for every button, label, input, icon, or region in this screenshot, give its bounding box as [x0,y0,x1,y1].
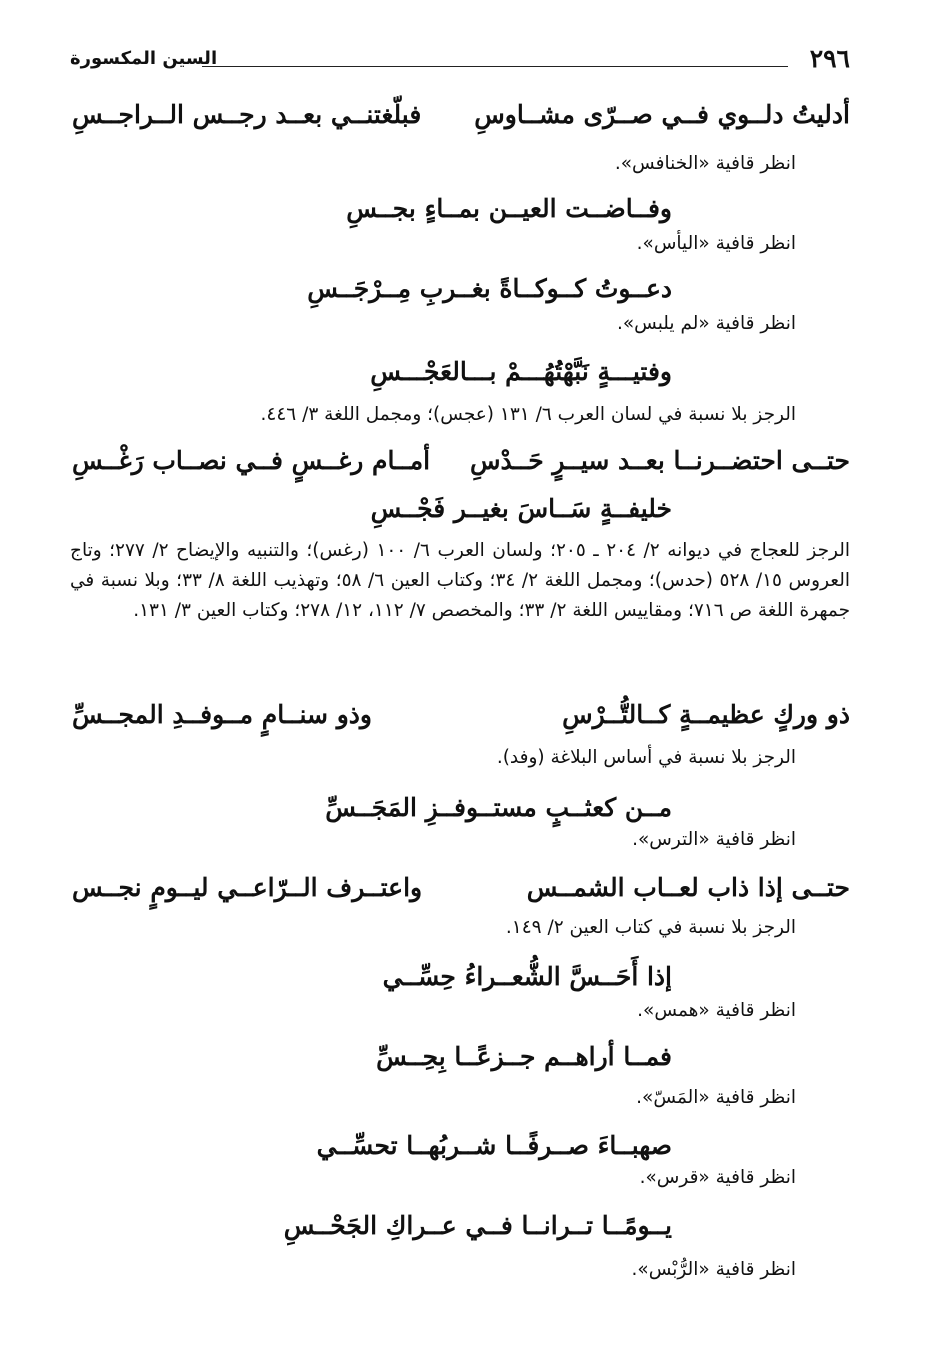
verse-line [72,446,850,475]
verse-line [72,873,850,902]
reference-note: انظر قافية «الترس». [632,829,796,850]
reference-note: الرجز بلا نسبة في كتاب العين ٢/ ١٤٩. [505,917,796,938]
reference-note: انظر قافية «المَسّ». [636,1087,796,1108]
hemistich-line: مــن كعثــبٍ مستــوفــزِ المَجَــسِّ [325,793,672,822]
hemistich-line: وفــاضــت العيــن بمــاءٍ بجــسِ [346,194,672,223]
page-number: ٢٩٦ [809,44,850,73]
reference-note: انظر قافية «لم يلبس». [616,313,796,334]
reference-note: انظر قافية «الرُّبْس». [631,1259,796,1280]
verse-second-hemistich: وذو سنــامٍ مــوفــدِ المجــسِّ [72,700,372,729]
hemistich-line: خليفــةٍ سَــاسَ بغيــر فَجْــسِ [370,494,672,523]
page-header [70,44,850,84]
verse-first-hemistich: حتــى احتضــرنــا بعــد سيــرٍ حَــدْسِ [469,446,850,475]
hemistich-line: إذا أَحَــسَّ الشُّعــراءُ حِسِّــي [382,962,672,991]
verse-line [72,700,850,729]
chapter-title: السين المكسورة [70,48,218,69]
verse-second-hemistich: أمــام رغــسٍ فــي نصــاب رَغْــسِ [72,446,431,475]
verse-first-hemistich: ذو وركٍ عظيمــةٍ كــالتُّــرْسِ [562,700,850,729]
verse-line [72,100,850,129]
reference-note: انظر قافية «همس». [637,1000,796,1021]
header-rule [202,66,788,67]
reference-note: الرجز بلا نسبة في لسان العرب ٦/ ١٣١ (عجس)؛ ومجمل اللغة ٣/ ٤٤٦. [260,404,796,425]
reference-note: الرجز بلا نسبة في أساس البلاغة (وفد). [496,747,796,768]
hemistich-line: فمــا أراهــم جــزعًــا بِحِــسِّ [376,1042,672,1071]
hemistich-line: صهبــاءَ صــرفًــا شــربُهــا تحسِّــي [316,1131,672,1160]
hemistich-line: دعــوتُ كــوكــاةً بغــربِ مِــرْجَــسِ [307,274,672,303]
reference-note: انظر قافية «اليأس». [636,233,796,254]
verse-first-hemistich: حتــى إذا ذاب لعــاب الشمــس [526,873,850,902]
hemistich-line: وفتيـــةٍ نَبَّهْتُهُـــمْ بـــالعَجْـــسِ [370,357,672,386]
verse-first-hemistich: أدليتُ دلــوي فــي صــرّى مشــاوسِ [474,100,850,129]
verse-second-hemistich: فبلّغتنــي بعــد رجــس الــراجــسِ [72,100,422,129]
reference-note: انظر قافية «الخنافس». [614,153,796,174]
reference-note: انظر قافية «قرس». [639,1167,796,1188]
citation-paragraph: الرجز للعجاج في ديوانه ٢/ ٢٠٤ ـ ٢٠٥؛ ولسان العرب ٦/ ١٠٠ (رغس)؛ والتنبيه والإيضاح ٢/ ٢٧٧؛ وتاج العروس ١٥/ ٥٢٨ (حدس)؛ ومجمل اللغة ٢/ ٣٤؛ وكتاب العين ٦/ ٥٨؛ وتهذيب اللغة ٨/ ٣٣؛ وبلا نسبة في جمهرة اللغة ص ٧١٦؛ ومقاييس اللغة ٢/ ٣٣؛ والمخصص ٧/ ١١٢، ١٢/ ٢٧٨؛ وكتاب العين ٣/ ١٣١. [70,540,850,621]
hemistich-line: يــومًــا تــرانــا فــي عــراكِ الجَحْــسِ [283,1211,672,1240]
verse-second-hemistich: واعتــرف الــرّاعــي ليــومٍ نجــس [72,873,423,902]
